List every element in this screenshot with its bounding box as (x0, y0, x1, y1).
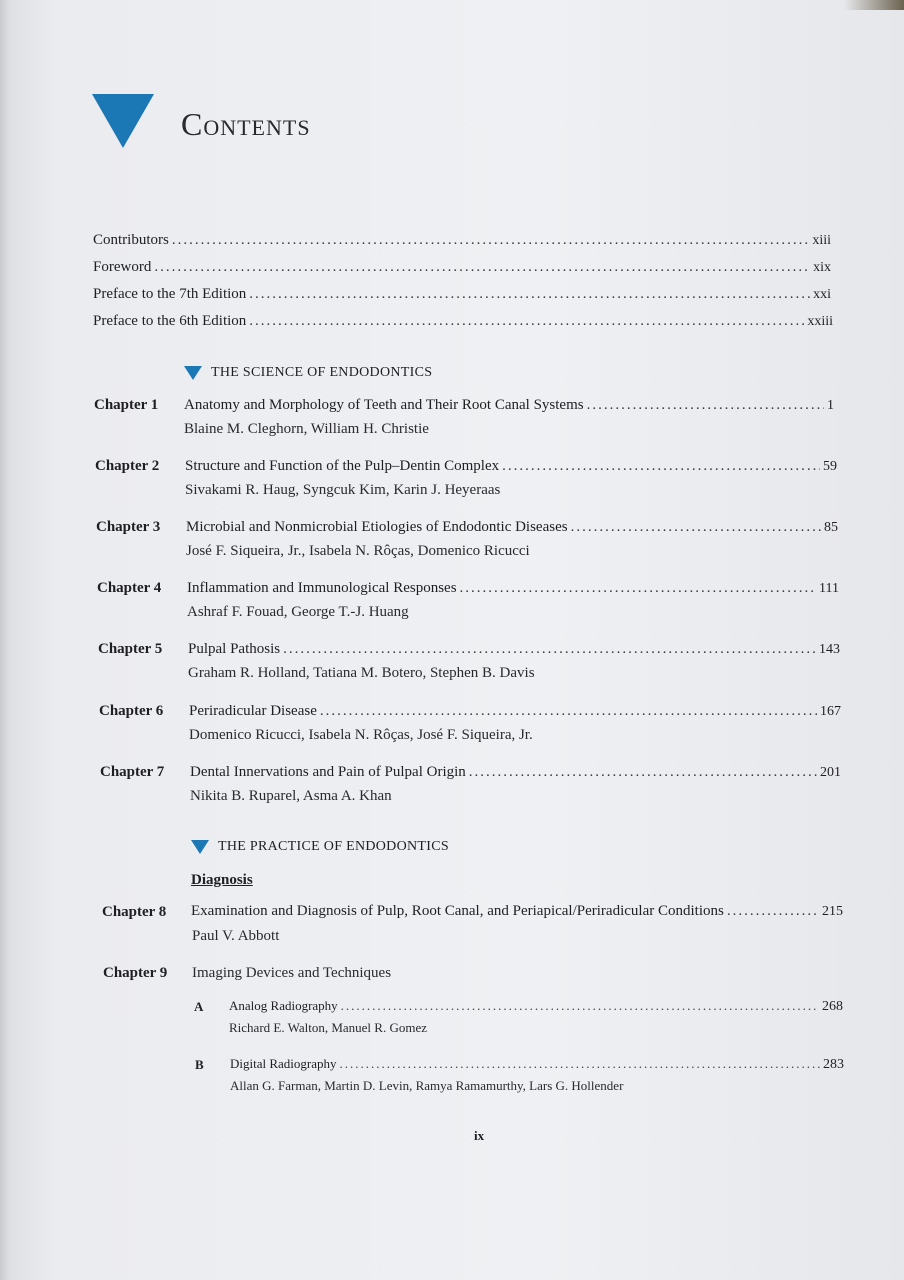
chapter-authors: Graham R. Holland, Tatiana M. Botero, Stephen B. Davis (188, 665, 535, 681)
page-number: ix (474, 1128, 485, 1143)
page-title: Contents (181, 106, 311, 142)
toc-entry-contributors: Contributors ..... xiii (93, 232, 831, 249)
chapter-entry: Microbial and Nonmicrobial Etiologies of Endodontic Diseases ..... 85 (186, 519, 838, 536)
page-edge (0, 0, 10, 1280)
chapter-number: Chapter 1 (94, 397, 159, 413)
chapter-number: Chapter 9 (103, 965, 168, 981)
section-heading-science: THE SCIENCE OF ENDODONTICS (184, 365, 432, 381)
chapter-entry: Anatomy and Morphology of Teeth and Their Root Canal Systems ..... 1 (184, 397, 834, 414)
chapter-authors: Blaine M. Cleghorn, William H. Christie (184, 421, 429, 437)
chapter-authors: Sivakami R. Haug, Syngcuk Kim, Karin J. Heyeraas (185, 482, 501, 498)
subentry-authors: Richard E. Walton, Manuel R. Gomez (229, 1020, 428, 1035)
chapter-entry: Inflammation and Immunological Responses ..... 111 (187, 580, 839, 597)
subheading-diagnosis: Diagnosis (191, 872, 253, 888)
chapter-authors: Nikita B. Ruparel, Asma A. Khan (190, 788, 392, 804)
chapter-authors: Ashraf F. Fouad, George T.-J. Huang (187, 604, 409, 620)
chapter-number: Chapter 7 (100, 764, 165, 780)
subentry: Digital Radiography ..... 283 (230, 1056, 844, 1073)
chapter-authors: Paul V. Abbott (192, 928, 280, 944)
chapter-number: Chapter 5 (98, 641, 163, 657)
subentry-authors: Allan G. Farman, Martin D. Levin, Ramya Ramamurthy, Lars G. Hollender (230, 1078, 624, 1093)
chapter-number: Chapter 3 (96, 519, 161, 535)
chapter-entry: Structure and Function of the Pulp–Dentin Complex ..... 59 (185, 458, 837, 475)
chapter-authors: José F. Siqueira, Jr., Isabela N. Rôças, Domenico Ricucci (186, 543, 530, 559)
chapter-number: Chapter 6 (99, 703, 164, 719)
subentry-letter: A (194, 999, 204, 1014)
toc-entry-preface-6th: Preface to the 6th Edition ..... xxiii (93, 313, 833, 330)
chapter-title: Imaging Devices and Techniques (192, 965, 392, 981)
section-triangle-icon (191, 840, 209, 854)
section-heading-practice: THE PRACTICE OF ENDODONTICS (191, 839, 449, 855)
chapter-entry: Pulpal Pathosis ..... 143 (188, 641, 840, 658)
section-triangle-icon (184, 366, 202, 380)
chapter-number: Chapter 4 (97, 580, 162, 596)
page-corner-shadow (844, 0, 904, 10)
chapter-entry: Dental Innervations and Pain of Pulpal Origin ..... 201 (190, 764, 841, 781)
toc-entry-foreword: Foreword ..... xix (93, 259, 831, 276)
chapter-number: Chapter 2 (95, 458, 160, 474)
chapter-entry: Periradicular Disease ..... 167 (189, 703, 841, 720)
toc-entry-preface-7th: Preface to the 7th Edition ..... xxi (93, 286, 831, 303)
subentry: Analog Radiography ..... 268 (229, 998, 843, 1015)
chapter-authors: Domenico Ricucci, Isabela N. Rôças, José F. Siqueira, Jr. (189, 727, 533, 743)
chapter-number: Chapter 8 (102, 904, 167, 920)
chapter-entry: Examination and Diagnosis of Pulp, Root Canal, and Periapical/Periradicular Conditions ..... 215 (191, 903, 843, 920)
subentry-letter: B (195, 1057, 204, 1072)
title-triangle-icon (92, 94, 154, 148)
